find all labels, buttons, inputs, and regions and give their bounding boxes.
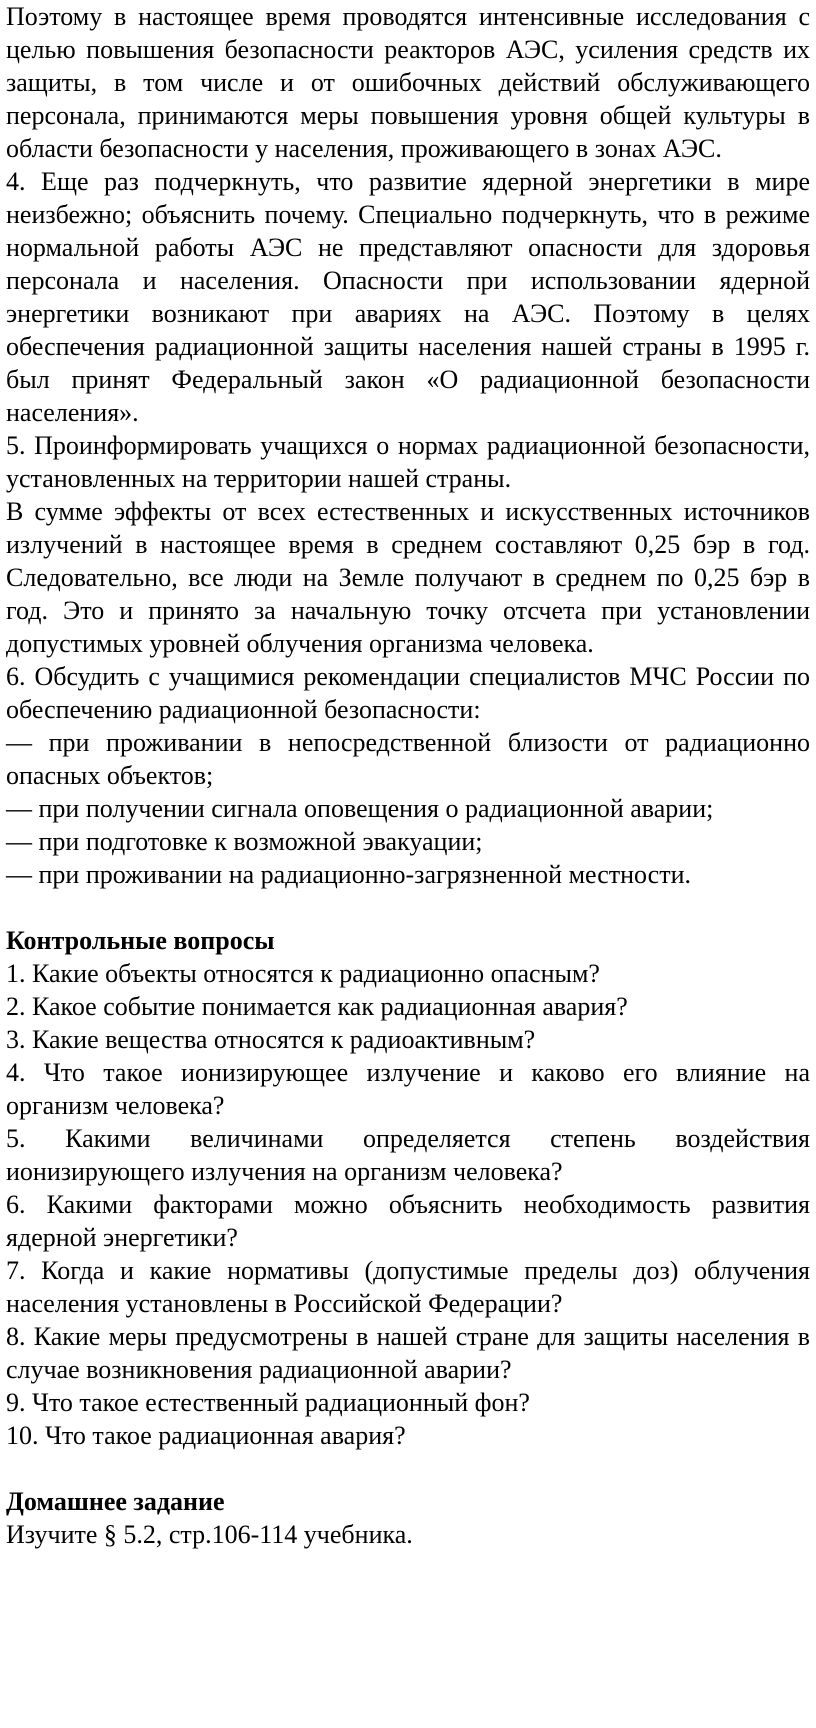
document-page [6, 0, 810, 1551]
question-item: 5. Какими величинами определяется степень воздействия ионизирующего излучения на организм человека? [6, 1124, 810, 1186]
section-gap [6, 891, 810, 924]
question-item: 9. Что такое естественный радиационный фон? [6, 1388, 530, 1417]
homework-heading: Домашнее задание [6, 1487, 225, 1516]
dash-item-1: — при проживании в непосредственной близости от радиационно опасных объектов; [6, 728, 810, 790]
homework-text: Изучите § 5.2, стр.106-114 учебника. [6, 1520, 413, 1549]
question-item: 10. Что такое радиационная авария? [6, 1421, 406, 1450]
paragraph-item-4: 4. Еще раз подчеркнуть, что развитие ядерной энергетики в мире неизбежно; объяснить почему. Специально подчеркнуть, что в режиме нормальной работы АЭС не представляют опасности для здоровья персонала и населения. Опасности при использовании ядерной энергетики возникают при авариях на АЭС. Поэтому в целях обеспечения радиационной защиты населения нашей страны в 1995 г. был принят Федеральный закон «О радиационной безопасности населения». [6, 167, 810, 427]
question-item: 4. Что такое ионизирующее излучение и каково его влияние на организм человека? [6, 1058, 810, 1120]
question-item: 8. Какие меры предусмотрены в нашей стране для защиты населения в случае возникновения радиационной аварии? [6, 1322, 810, 1384]
question-item: 2. Какое событие понимается как радиационная авария? [6, 992, 628, 1021]
question-item: 7. Когда и какие нормативы (допустимые пределы доз) облучения населения установлены в Российской Федерации? [6, 1256, 810, 1318]
paragraph-item-5: 5. Проинформировать учащихся о нормах радиационной безопасности, установленных на территории нашей страны. [6, 431, 810, 493]
paragraph-intro: Поэтому в настоящее время проводятся интенсивные исследования с целью повышения безопасности реакторов АЭС, усиления средств их защиты, в том числе и от ошибочных действий обслуживающего персонала, принимаются меры повышения уровня общей культуры в области безопасности у населения, проживающего в зонах АЭС. [6, 2, 810, 163]
control-questions-list [6, 957, 810, 1452]
section-gap [6, 1452, 810, 1485]
dash-item-4: — при проживании на радиационно-загрязненной местности. [6, 860, 692, 889]
paragraph-dose-info: В сумме эффекты от всех естественных и искусственных источников излучений в настоящее время в среднем составляют 0,25 бэр в год. Следовательно, все люди на Земле получают в среднем по 0,25 бэр в год. Это и принято за начальную точку отсчета при установлении допустимых уровней облучения организма человека. [6, 497, 810, 658]
dash-item-2: — при получении сигнала оповещения о радиационной аварии; [6, 794, 714, 823]
dash-item-3: — при подготовке к возможной эвакуации; [6, 827, 483, 856]
control-questions-heading: Контрольные вопросы [6, 926, 275, 955]
question-item: 6. Какими факторами можно объяснить необходимость развития ядерной энергетики? [6, 1190, 810, 1252]
question-item: 1. Какие объекты относятся к радиационно опасным? [6, 959, 600, 988]
question-item: 3. Какие вещества относятся к радиоактивным? [6, 1025, 536, 1054]
paragraph-item-6: 6. Обсудить с учащимися рекомендации специалистов МЧС России по обеспечению радиационной безопасности: [6, 662, 810, 724]
